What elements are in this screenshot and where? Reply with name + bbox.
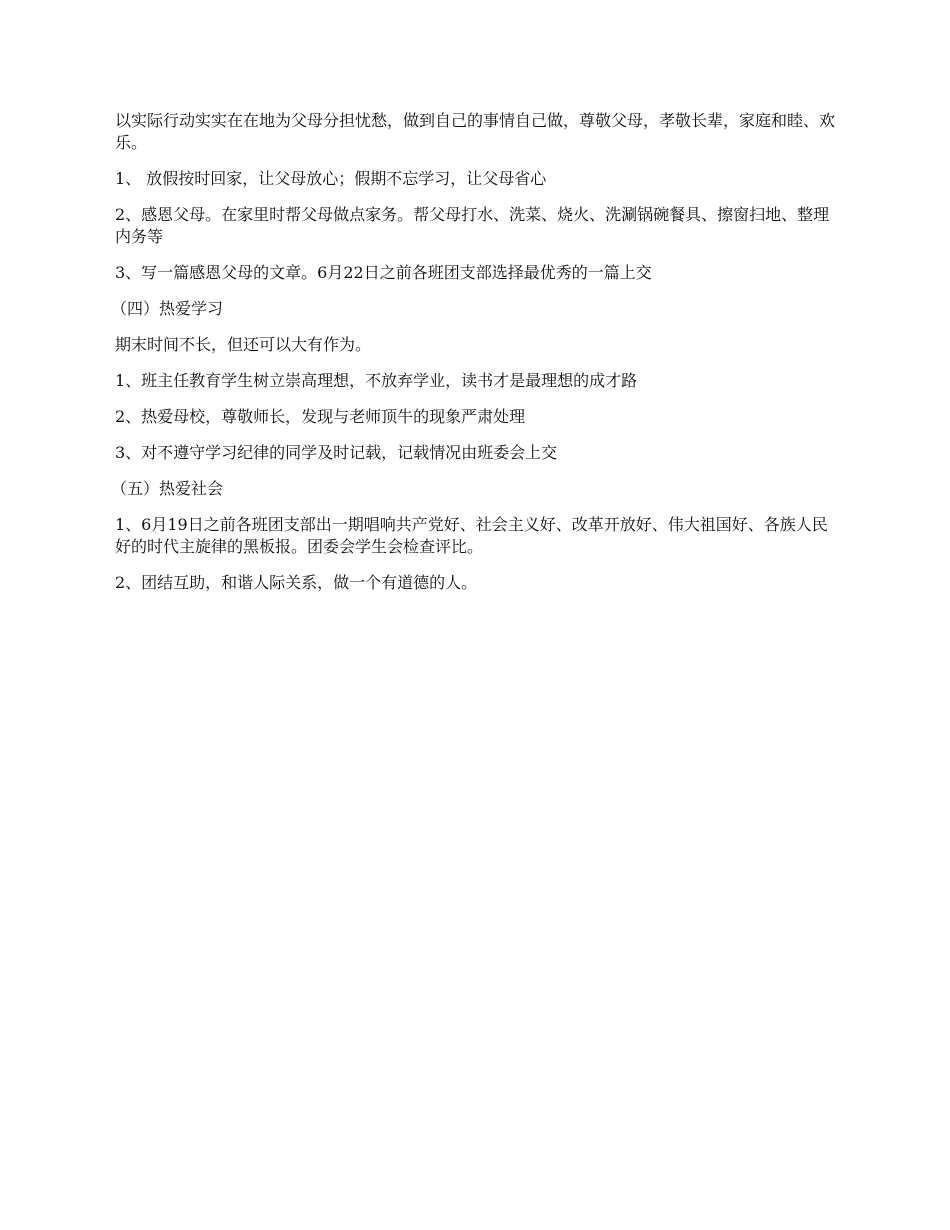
document-body bbox=[111, 110, 840, 608]
list-item-discipline-record: 3、对不遵守学习纪律的同学及时记载，记载情况由班委会上交 bbox=[115, 443, 558, 462]
section-heading-love-learning: （四）热爱学习 bbox=[111, 299, 224, 318]
list-item-blackboard: 1、6月19日之前各班团支部出一期唱响共产党好、社会主义好、改革开放好、伟大祖国好、各族人民好的时代主旋律的黑板报。团委会学生会检查评比。 bbox=[115, 515, 828, 556]
list-item-thank-parents: 2、感恩父母。在家里时帮父母做点家务。帮父母打水、洗菜、烧火、洗涮锅碗餐具、擦窗扫地、整理内务等 bbox=[115, 205, 830, 246]
list-item-unity: 2、团结互助，和谐人际关系，做一个有道德的人。 bbox=[115, 573, 478, 592]
list-item-go-home-on-time: 1、 放假按时回家，让父母放心；假期不忘学习，让父母省心 bbox=[115, 169, 547, 188]
list-item-ideals: 1、班主任教育学生树立崇高理想，不放弃学业，读书才是最理想的成才路 bbox=[115, 371, 638, 390]
list-item-essay: 3、写一篇感恩父母的文章。6月22日之前各班团支部选择最优秀的一篇上交 bbox=[115, 263, 652, 282]
list-item-love-school: 2、热爱母校，尊敬师长，发现与老师顶牛的现象严肃处理 bbox=[115, 407, 526, 426]
paragraph-final-term: 期末时间不长，但还可以大有作为。 bbox=[115, 335, 372, 354]
paragraph-intro: 以实际行动实实在在地为父母分担忧愁，做到自己的事情自己做，尊敬父母，孝敬长辈，家庭和睦、欢乐。 bbox=[115, 111, 836, 152]
section-heading-love-society: （五）热爱社会 bbox=[111, 479, 224, 498]
